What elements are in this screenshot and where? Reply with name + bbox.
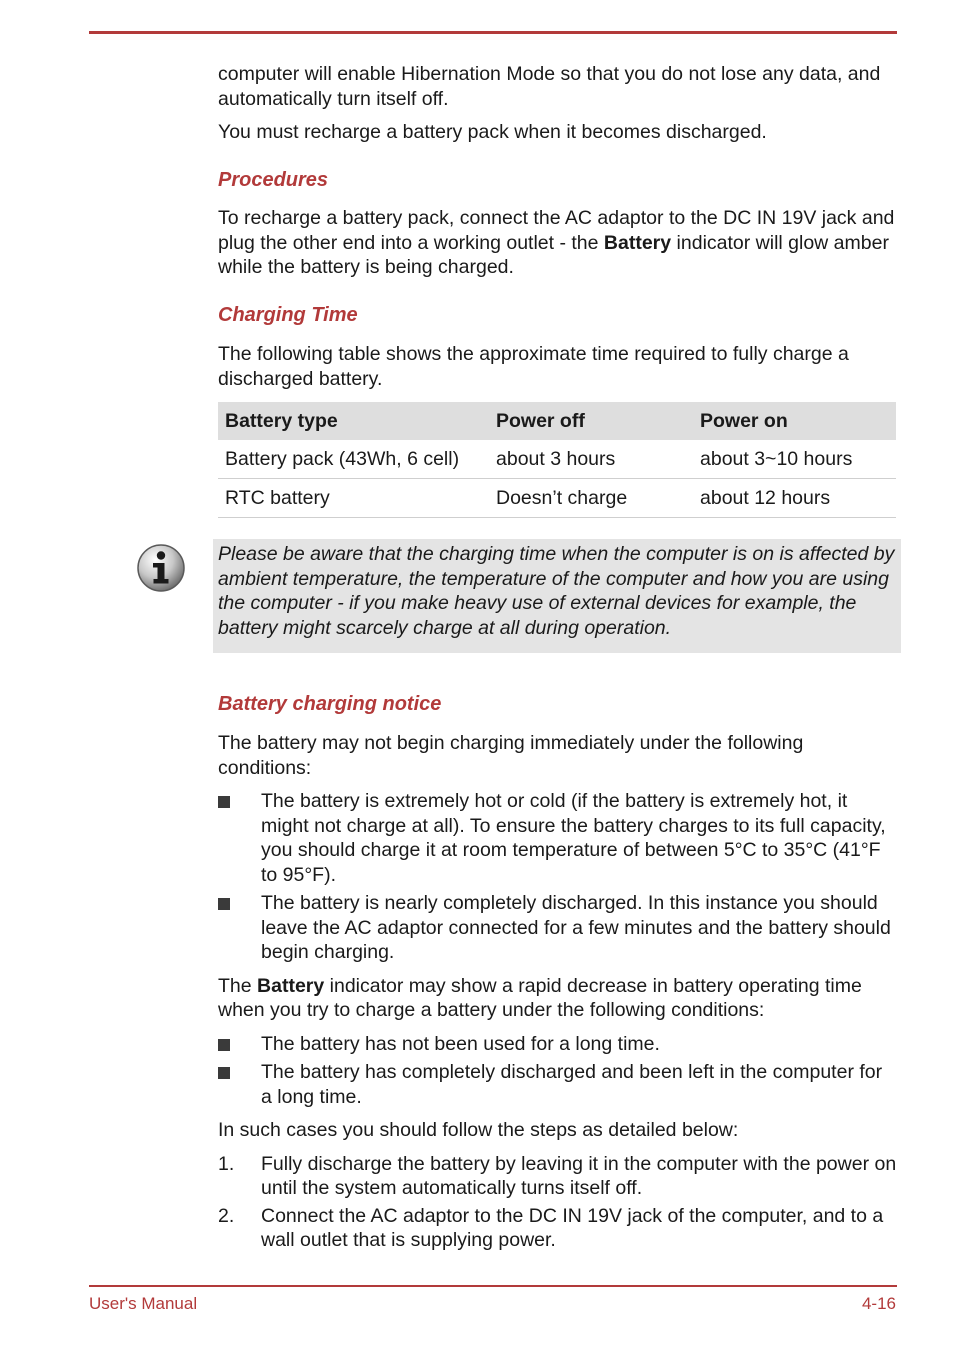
- procedures-section: [218, 168, 898, 280]
- table-cell: Doesn’t charge: [489, 479, 693, 518]
- intro-paragraph-2: You must recharge a battery pack when it becomes discharged.: [218, 121, 767, 143]
- battery-charging-notice-section: [218, 692, 898, 1253]
- notice-paragraph-2-part-b: indicator may show a rapid decrease in battery operating time when you try to charge a battery under the following conditions:: [218, 974, 862, 1021]
- procedures-text: [218, 206, 898, 280]
- procedures-heading: Procedures: [218, 169, 329, 191]
- table-cell: about 12 hours: [693, 479, 896, 518]
- charging-time-text: The following table shows the approximate time required to fully charge a discharged battery.: [218, 343, 849, 390]
- procedures-text-part-a: To recharge a battery pack, connect the AC adaptor to the DC IN 19V jack and plug the other end into a working outlet - the: [218, 207, 895, 254]
- procedures-text-bold: Battery: [603, 231, 672, 254]
- charging-time-table: [218, 402, 896, 518]
- notice-paragraph-3: In such cases you should follow the steps as detailed below:: [218, 1119, 739, 1141]
- note-text: Please be aware that the charging time when the computer is on is affected by ambient temperature, the temperature of the computer and how you are using the computer - if you make heavy use of external devices for example, the battery might scarcely charge at all during operation.: [218, 543, 895, 639]
- table-header-cell: Power off: [489, 402, 693, 440]
- table-cell: about 3 hours: [489, 440, 693, 479]
- list-item: [218, 1204, 898, 1253]
- table-header-cell: Battery type: [218, 402, 489, 440]
- notice-decrease-list: [218, 1032, 898, 1110]
- list-item: The battery has not been used for a long time.: [218, 1032, 898, 1057]
- charging-time-heading: Charging Time: [218, 304, 358, 326]
- list-item: The battery has completely discharged and been left in the computer for a long time.: [218, 1060, 898, 1109]
- notice-paragraph-2: [218, 974, 898, 1023]
- intro-section: [218, 62, 898, 154]
- step-text: Fully discharge the battery by leaving it in the computer with the power on until the system automatically turns itself off.: [261, 1152, 897, 1199]
- list-item: The battery is nearly completely discharged. In this instance you should leave the AC adaptor connected for a few minutes and the battery should begin charging.: [218, 891, 898, 965]
- procedures-text-part-b: indicator will glow amber while the battery is being charged.: [218, 231, 889, 278]
- notice-intro: The battery may not begin charging immediately under the following conditions:: [218, 732, 804, 779]
- footer-manual-title: User's Manual: [89, 1294, 198, 1313]
- intro-paragraph-1: computer will enable Hibernation Mode so that you do not lose any data, and automatically turn itself off.: [218, 63, 881, 110]
- table-cell: RTC battery: [218, 479, 489, 518]
- table-cell: about 3~10 hours: [693, 440, 896, 479]
- charging-time-section: [218, 303, 898, 391]
- table-header-row: [218, 402, 896, 440]
- step-number: 2.: [218, 1204, 235, 1227]
- info-icon: [136, 543, 186, 593]
- step-text: Connect the AC adaptor to the DC IN 19V jack of the computer, and to a wall outlet that is supplying power.: [261, 1204, 884, 1251]
- table-row: [218, 440, 896, 479]
- battery-charging-notice-heading: Battery charging notice: [218, 693, 442, 715]
- notice-conditions-list: [218, 789, 898, 965]
- table-header-cell: Power on: [693, 402, 896, 440]
- footer-rule: [89, 1285, 897, 1287]
- steps-list: [218, 1152, 898, 1253]
- table-cell: Battery pack (43Wh, 6 cell): [218, 440, 489, 479]
- note-box: [213, 539, 901, 653]
- notice-paragraph-2-part-a: The: [218, 974, 258, 997]
- table-row: [218, 479, 896, 518]
- step-number: 1.: [218, 1152, 235, 1175]
- header-rule: [89, 31, 897, 34]
- footer-page-number: 4-16: [861, 1294, 896, 1313]
- list-item: [218, 1152, 898, 1201]
- notice-paragraph-2-bold: Battery: [257, 974, 325, 997]
- list-item: The battery is extremely hot or cold (if the battery is extremely hot, it might not charge at all). To ensure the battery charges to its full capacity, you should charge it at room temperature of between 5°C to 35°C (41°F to 95°F).: [218, 789, 898, 887]
